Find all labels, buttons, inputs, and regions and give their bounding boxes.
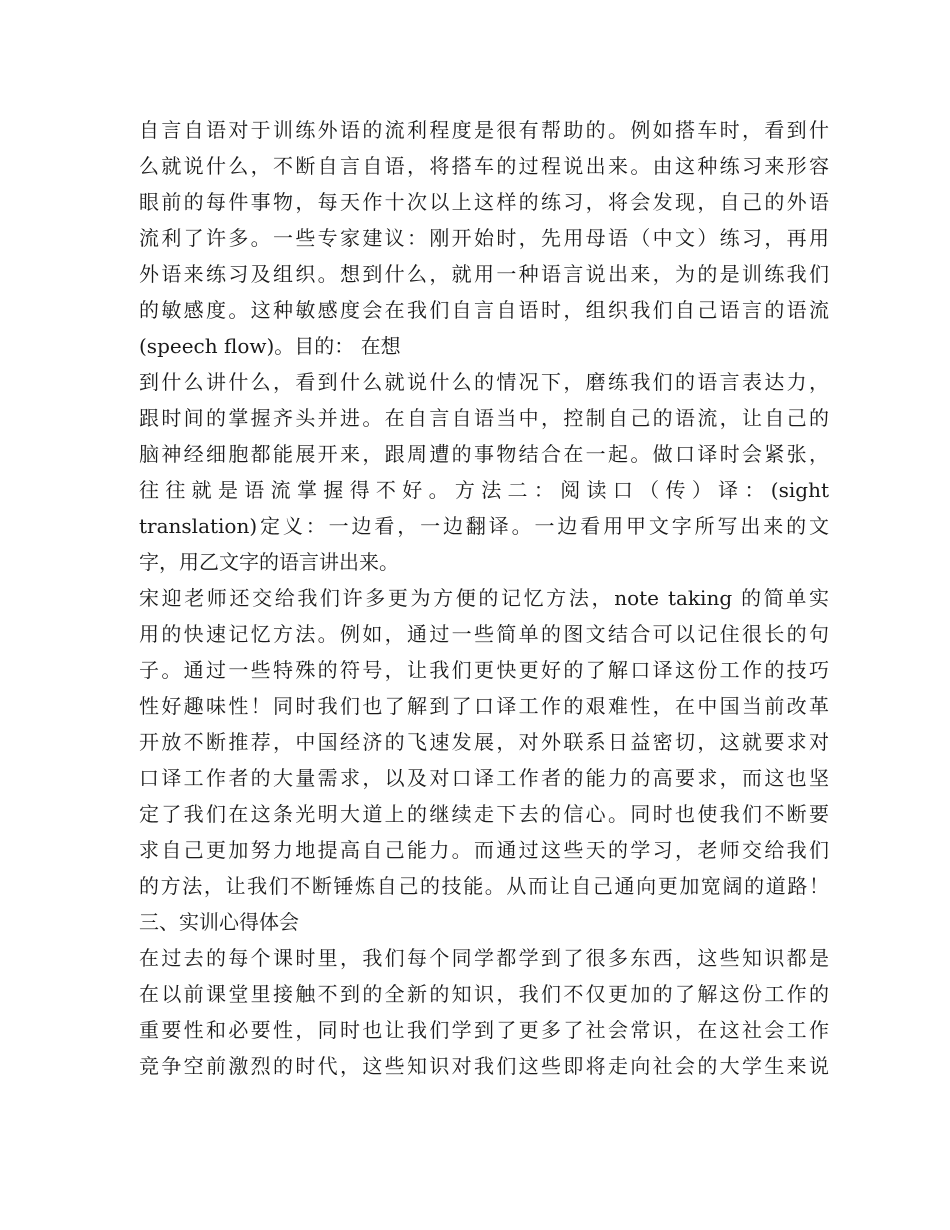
text-line: 自言自语对于训练外语的流利程度是很有帮助的。例如搭车时，看到什 (139, 118, 829, 142)
text-line: 跟时间的掌握齐头并进。在自言自语当中，控制自己的语流，让自己的 (139, 406, 829, 430)
section-heading: 三、实训心得体会 (139, 910, 299, 934)
text-line: 用的快速记忆方法。例如，通过一些简单的图文结合可以记住很长的句 (139, 622, 829, 646)
text-line: (speech flow)。目的： 在想 (139, 334, 401, 358)
text-line: 流利了许多。一些专家建议：刚开始时，先用母语（中文）练习，再用 (139, 226, 829, 250)
text-line: 在以前课堂里接触不到的全新的知识，我们不仅更加的了解这份工作的 (139, 982, 829, 1006)
text-line: 子。通过一些特殊的符号，让我们更快更好的了解口译这份工作的技巧 (139, 658, 829, 682)
text-line: 开放不断推荐，中国经济的飞速发展，对外联系日益密切，这就要求对 (139, 730, 829, 754)
text-line: 字，用乙文字的语言讲出来。 (139, 550, 399, 574)
text-line: 在过去的每个课时里，我们每个同学都学到了很多东西，这些知识都是 (139, 946, 829, 970)
text-line: 宋迎老师还交给我们许多更为方便的记忆方法，note taking 的简单实 (139, 586, 829, 610)
text-line: 眼前的每件事物，每天作十次以上这样的练习，将会发现，自己的外语 (139, 190, 829, 214)
text-line: 的敏感度。这种敏感度会在我们自言自语时，组织我们自己语言的语流 (139, 298, 829, 322)
text-line: 么就说什么，不断自言自语，将搭车的过程说出来。由这种练习来形容 (139, 154, 829, 178)
text-line: 定了我们在这条光明大道上的继续走下去的信心。同时也使我们不断要 (139, 802, 829, 826)
text-line: 重要性和必要性，同时也让我们学到了更多了社会常识，在这社会工作 (139, 1018, 829, 1042)
document-body (139, 112, 829, 1084)
text-line: 到什么讲什么，看到什么就说什么的情况下，磨练我们的语言表达力， (139, 370, 829, 394)
text-line: 性好趣味性！同时我们也了解到了口译工作的艰难性，在中国当前改革 (139, 694, 829, 718)
text-line: 的方法，让我们不断锤炼自己的技能。从而让自己通向更加宽阔的道路！ (139, 874, 829, 898)
text-line: translation)定义：一边看，一边翻译。一边看用甲文字所写出来的文 (139, 514, 829, 538)
text-line: 口译工作者的大量需求，以及对口译工作者的能力的高要求，而这也坚 (139, 766, 829, 790)
text-line: 往往就是语流掌握得不好。方法二：阅读口（传）译：(sight (139, 478, 829, 502)
text-line: 脑神经细胞都能展开来，跟周遭的事物结合在一起。做口译时会紧张， (139, 442, 829, 466)
text-line: 外语来练习及组织。想到什么，就用一种语言说出来，为的是训练我们 (139, 262, 829, 286)
text-line: 求自己更加努力地提高自己能力。而通过这些天的学习，老师交给我们 (139, 838, 829, 862)
text-line: 竞争空前激烈的时代，这些知识对我们这些即将走向社会的大学生来说 (139, 1054, 829, 1078)
